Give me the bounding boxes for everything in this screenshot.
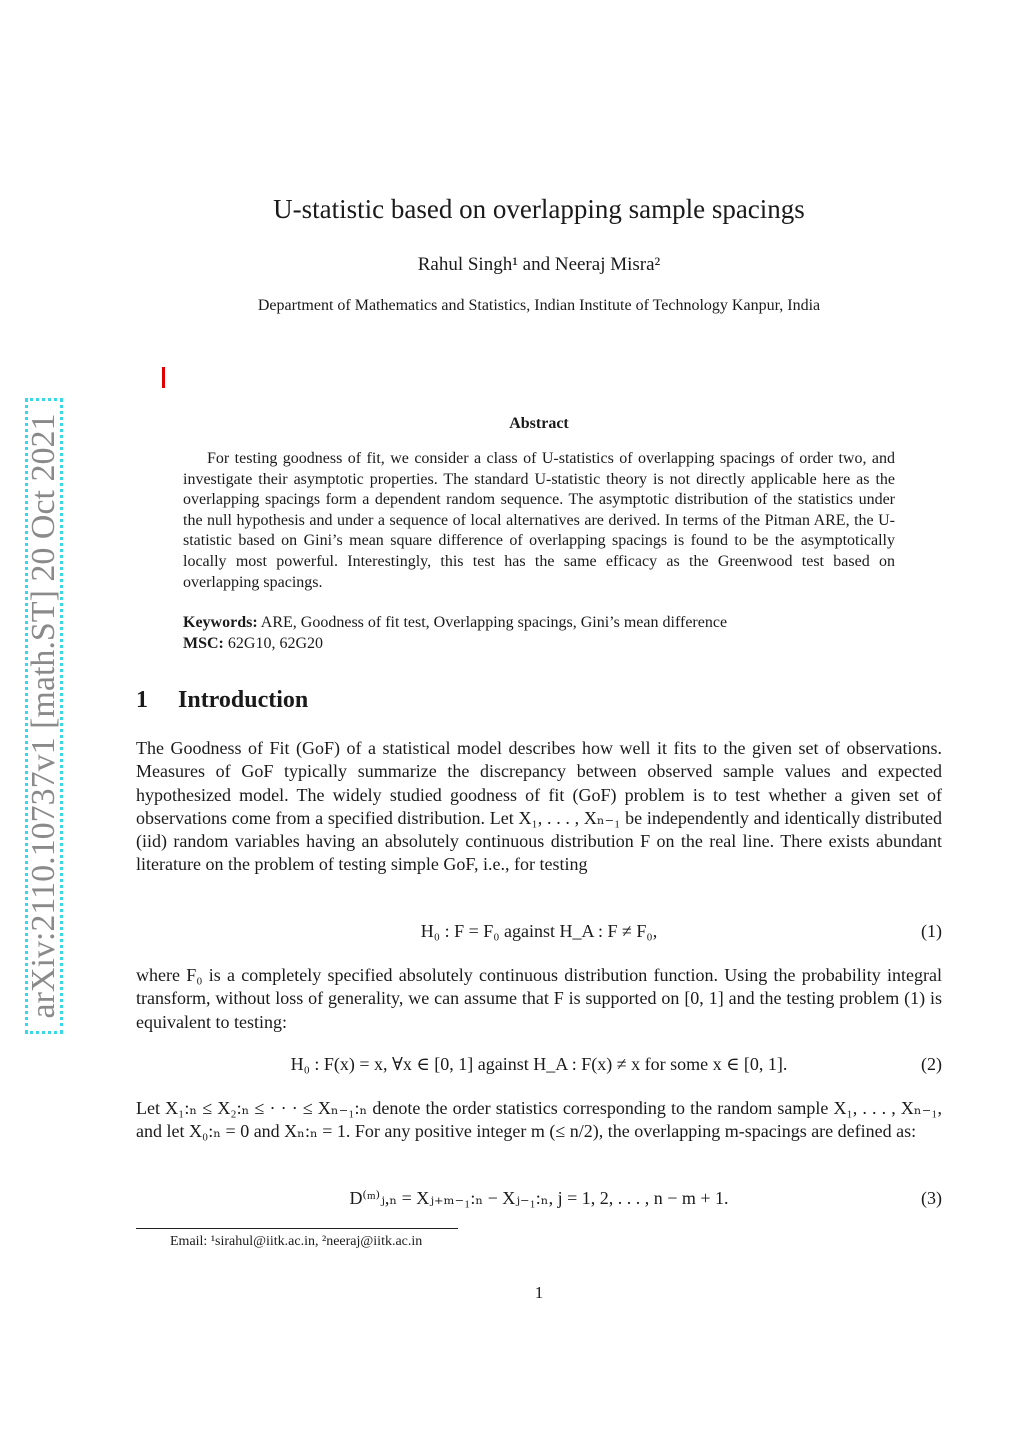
equation-2-number: (2): [921, 1054, 942, 1074]
equation-1-body: H₀ : F = F₀ against H_A : F ≠ F₀,: [420, 921, 658, 941]
keywords-block: [183, 613, 895, 654]
abstract-text: For testing goodness of fit, we consider a class of U-statistics of overlapping spacings of order two, and investigate their asymptotic properties. The standard U-statistic theory is not directly applicable here as the overlapping spacings form a dependent random sequence. The asymptotic distribution of the statistics under the null hypothesis and under a sequence of local alternatives are derived. In terms of the Pitman ARE, the U-statistic based on Gini’s mean square difference of overlapping spacings is found to be the asymptotically locally most powerful. Interestingly, this test has the same efficacy as the Greenwood test based on overlapping spacings.: [183, 450, 895, 591]
footnote-email: Email: ¹sirahul@iitk.ac.in, ²neeraj@iitk.ac.in: [170, 1234, 423, 1249]
msc-label: MSC:: [183, 634, 224, 652]
authors: Rahul Singh¹ and Neeraj Misra²: [417, 254, 661, 275]
section-title: Introduction: [178, 687, 309, 713]
red-margin-marker: [162, 367, 165, 388]
page-number: 1: [534, 1283, 544, 1302]
intro-paragraph-1: The Goodness of Fit (GoF) of a statistical model describes how well it fits to the given set of observations. Measures of GoF typically summarize the discrepancy between observed sample values and expected hypothesized model. The widely studied goodness of fit (GoF) problem is to test whether a given set of observations come from a specified distribution. Let X₁, . . . , Xₙ₋₁ be independently and identically distributed (iid) random variables having an absolutely continuous distribution F on the real line. There exists abundant literature on the problem of testing simple GoF, i.e., for testing: [136, 738, 942, 875]
equation-3-body: D⁽ᵐ⁾ⱼ,ₙ = Xⱼ₊ₘ₋₁:ₙ − Xⱼ₋₁:ₙ, j = 1, 2, . . . , n − m + 1.: [349, 1188, 729, 1208]
abstract-heading: Abstract: [509, 415, 569, 432]
equation-2-body: H₀ : F(x) = x, ∀x ∈ [0, 1] against H_A : F(x) ≠ x for some x ∈ [0, 1].: [290, 1054, 788, 1074]
footnote-rule: [136, 1228, 458, 1229]
equation-3-number: (3): [921, 1188, 942, 1208]
section-number: 1: [136, 687, 148, 713]
msc-text: 62G10, 62G20: [227, 634, 323, 652]
affiliation: Department of Mathematics and Statistics, Indian Institute of Technology Kanpur, India: [257, 297, 821, 314]
keywords-label: Keywords:: [183, 614, 258, 631]
equation-1-number: (1): [921, 921, 942, 941]
intro-paragraph-2: where F₀ is a completely specified absolutely continuous distribution function. Using the probability integral transform, without loss of generality, we can assume that F is supported on [0, 1] and the testing problem (1) is equivalent to testing:: [136, 965, 942, 1032]
intro-paragraph-3: Let X₁:ₙ ≤ X₂:ₙ ≤ · · · ≤ Xₙ₋₁:ₙ denote the order statistics corresponding to the random sample X₁, . . . , Xₙ₋₁, and let X₀:ₙ = 0 and Xₙ:ₙ = 1. For any positive integer m (≤ n/2), the overlapping m-spacings are defined as:: [136, 1098, 942, 1142]
section-heading: [136, 687, 308, 714]
keywords-text: ARE, Goodness of fit test, Overlapping spacings, Gini’s mean difference: [260, 614, 728, 631]
paper-title: U-statistic based on overlapping sample spacings: [273, 194, 805, 224]
keywords-line: [183, 613, 895, 634]
arxiv-identifier-stamp: arXiv:2110.10737v1 [math.ST] 20 Oct 2021: [25, 413, 62, 1019]
msc-line: [183, 634, 895, 655]
